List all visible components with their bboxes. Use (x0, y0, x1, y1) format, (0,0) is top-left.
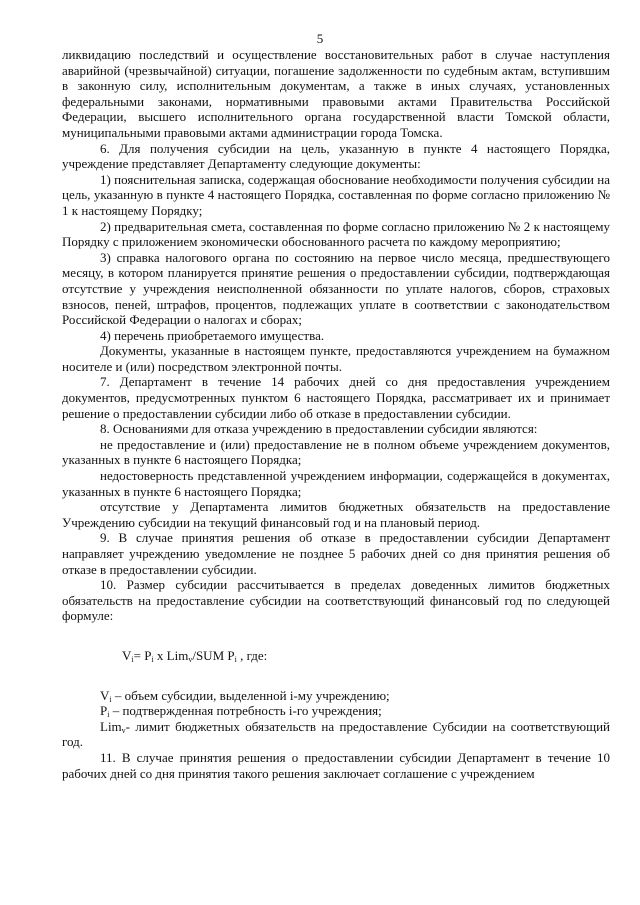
paragraph-continuation: ликвидацию последствий и осуществление восстановительных работ в случае наступления аварийной (чрезвычайной) ситуации, погашение задолженности по судебным актам, вступившим в законную силу, исполнительным документам, а также в иных случаях, установленных федеральными законами, нормативными правовыми актами Правительства Российской Федерации, высшего исполнительного органа государственной власти Томской области, муниципальными правовыми актами администрации города Томска. (62, 47, 610, 140)
paragraph-6-item-2: 2) предварительная смета, составленная по форме согласно приложению № 2 к настоящему Порядку с приложением экономически обоснованного расчета по каждому мероприятию; (62, 218, 610, 250)
paragraph-6-documents: Документы, указанные в настоящем пункте, предоставляются учреждением на бумажном носителе и (или) посредством электронной почты. (62, 343, 610, 374)
definition-v-symbol: V (100, 687, 110, 703)
definition-p (62, 703, 610, 719)
definition-lim-sub: v (121, 725, 126, 735)
formula-v-sub: i (131, 654, 134, 664)
paragraph-9: 9. В случае принятия решения об отказе в предоставлении субсидии Департамент направляет учреждению уведомление не позднее 5 рабочих дней со дня принятия решения об отказе в предоставлении субсидии. (62, 530, 610, 577)
formula-eq-p: = P (133, 647, 152, 663)
formula-lim: x Lim (153, 647, 189, 663)
paragraph-6-item-1: 1) пояснительная записка, содержащая обоснование необходимости получения субсидии на цель, указанную в пункте 4 настоящего Порядка, составленная по форме согласно приложению № 1 к настоящему Порядку; (62, 171, 610, 218)
definition-v-text: – объем субсидии, выделенной i-му учреждению; (111, 687, 390, 703)
formula-v: V (122, 647, 132, 663)
definition-lim (62, 719, 610, 750)
formula-lim-sub: v (188, 654, 193, 664)
definition-v (62, 688, 610, 704)
paragraph-11: 11. В случае принятия решения о предоставлении субсидии Департамент в течение 10 рабочих дней со дня принятия такого решения заключает соглашение с учреждением (62, 749, 610, 781)
definition-v-sub: i (109, 694, 112, 704)
definition-p-sub: i (107, 710, 110, 720)
paragraph-6: 6. Для получения субсидии на цель, указанную в пункте 4 настоящего Порядка, учреждение представляет Департаменту следующие документы: (62, 140, 610, 172)
spacer (62, 676, 610, 688)
paragraph-10: 10. Размер субсидии рассчитывается в пределах доведенных лимитов бюджетных обязательств на предоставление субсидии на соответствующий финансовый год по следующей формуле: (62, 577, 610, 624)
formula-tail: , где: (236, 647, 268, 663)
formula-sum: /SUM P (192, 647, 235, 663)
definition-lim-symbol: Lim (100, 718, 122, 734)
definition-p-text: – подтвержденная потребность i-го учреждения; (109, 703, 382, 719)
formula (62, 648, 610, 664)
paragraph-8-reason-1: не предоставление и (или) предоставление не в полном объеме учреждением документов, указанных в пункте 6 настоящего Порядка; (62, 436, 610, 468)
definition-p-symbol: P (100, 703, 108, 719)
paragraph-8: 8. Основаниями для отказа учреждению в предоставлении субсидии являются: (100, 421, 538, 437)
formula-sum-sub: i (234, 654, 237, 664)
formula-p-sub: i (151, 654, 154, 664)
paragraph-7: 7. Департамент в течение 14 рабочих дней со дня предоставления учреждением документов, предусмотренных пунктом 6 настоящего Порядка, рассматривает их и принимает решение о предоставлении субсидии либо об отказе в предоставлении субсидии. (62, 374, 610, 421)
paragraph-6-item-4: 4) перечень приобретаемого имущества. (100, 327, 325, 343)
page-number: 5 (316, 31, 324, 46)
paragraph-6-item-3: 3) справка налогового органа по состоянию на первое число месяца, предшествующего месяцу, в котором планируется принятие решения о предоставлении субсидии, подтверждающая отсутствие у учреждения неисполненной обязанности по уплате налогов, сборов, страховых взносов, пеней, штрафов, процентов, подлежащих уплате в соответствии с законодательством Российской Федерации о налогах и сборах; (62, 249, 610, 328)
paragraph-8-reason-3: отсутствие у Департамента лимитов бюджетных обязательств на предоставление Учреждению субсидии на текущий финансовый год и на плановый период. (62, 499, 610, 530)
definition-lim-text: - лимит бюджетных обязательств на предоставление Субсидии на соответствующий год. (62, 718, 610, 750)
spacer (62, 624, 610, 636)
paragraph-8-reason-2: недостоверность представленной учреждением информации, содержащейся в документах, указанных в пункте 6 настоящего Порядка; (62, 468, 610, 499)
document-body (62, 47, 610, 781)
